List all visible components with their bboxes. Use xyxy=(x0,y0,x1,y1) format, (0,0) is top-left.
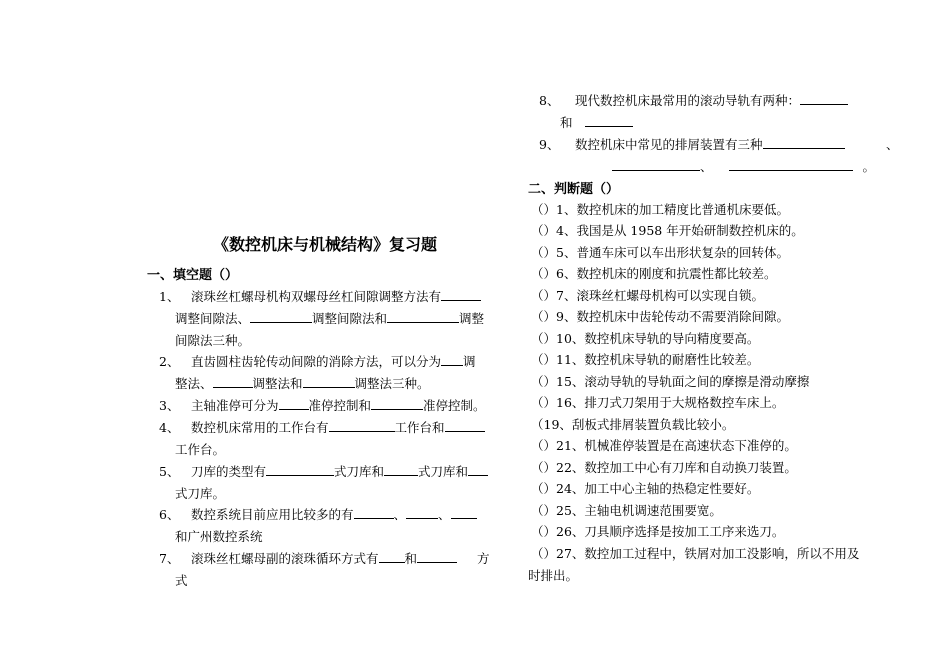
judge-item: （）21、机械准停装置是在高速状态下准停的。 xyxy=(531,438,797,453)
answer-blank xyxy=(329,419,395,432)
judge-item: （）24、加工中心主轴的热稳定性要好。 xyxy=(531,481,760,496)
answer-blank xyxy=(384,463,418,476)
judge-item: （）6、数控机床的刚度和抗震性都比较差。 xyxy=(531,266,777,281)
judge-item: （）4、我国是从 1958 年开始研制数控机床的。 xyxy=(531,223,804,238)
answer-blank xyxy=(417,550,457,563)
answer-blank xyxy=(379,550,405,563)
answer-blank xyxy=(729,158,853,171)
answer-blank xyxy=(612,158,700,171)
section-fill-blank-heading: 一、填空题（） xyxy=(147,268,239,283)
judge-item: （19、刮板式排屑装置负载比较小。 xyxy=(531,417,735,432)
answer-blank xyxy=(441,353,463,366)
answer-blank xyxy=(303,375,355,388)
answer-blank xyxy=(441,288,481,301)
answer-blank xyxy=(445,419,485,432)
judge-item-continuation: 时排出。 xyxy=(528,568,579,583)
judge-item: （）11、数控机床导轨的耐磨性比较差。 xyxy=(531,352,760,367)
judge-item: （）25、主轴电机调速范围要宽。 xyxy=(531,503,722,518)
document-title: 《数控机床与机械结构》复习题 xyxy=(212,235,437,254)
answer-blank xyxy=(763,136,845,149)
answer-blank xyxy=(451,506,477,519)
answer-blank xyxy=(468,463,488,476)
answer-blank xyxy=(250,310,312,323)
judge-item: （）15、滚动导轨的导轨面之间的摩擦是滑动摩擦 xyxy=(531,374,810,389)
section-true-false-heading: 二、判断题（） xyxy=(528,182,620,197)
judge-item: （）26、刀具顺序选择是按加工工序来选刀。 xyxy=(531,524,785,539)
answer-blank xyxy=(279,397,309,410)
judge-item: （）9、数控机床中齿轮传动不需要消除间隙。 xyxy=(531,309,789,324)
answer-blank xyxy=(800,92,848,105)
judge-item: （）16、排刀式刀架用于大规格数控车床上。 xyxy=(531,395,785,410)
judge-item: （）7、滚珠丝杠螺母机构可以实现自锁。 xyxy=(531,288,764,303)
judge-item: （）1、数控机床的加工精度比普通机床要低。 xyxy=(531,202,789,217)
answer-blank xyxy=(354,506,394,519)
judge-item: （）10、数控机床导轨的导向精度要高。 xyxy=(531,331,760,346)
answer-blank xyxy=(585,114,633,127)
answer-blank xyxy=(371,397,423,410)
answer-blank xyxy=(406,506,438,519)
answer-blank xyxy=(266,463,334,476)
judge-item: （）22、数控加工中心有刀库和自动换刀装置。 xyxy=(531,460,797,475)
answer-blank xyxy=(213,375,253,388)
document-page: 《数控机床与机械结构》复习题 一、填空题（） 1、 滚珠丝杠螺母机构双螺母丝杠间隙调整方法有 调整间隙法、 调整间隙法和 调整 间隙法三种。 2、 直齿圆柱齿轮传动间隙的消除方法，可以分为 调 整法、 调整法和 调整法三种。 3、 主轴准停可分为 准停控制和 准停控制。 4、 数控机床常用的工作台有 工作台和 工作台。 5、 刀库的类型有 式刀库和 式刀库和 式刀库。 6、 数控系统目前应用比较多的有 、 、 和广州数控系统 7、 滚珠丝杠螺母副的滚珠循环方式有 和 方 式 8、 现代数控机床最常用的滚动导轨有两种： 和 9、 数控机床中常见的排屑装置有三种 、 、 。 二、判断题（） （）1、数控机床的加工精度比普通机床要低。 （）4、我国是从 1958 年开始研制数控机床的。 （）5、普通车床可以车出形状复杂的回转体。 （）6、数控机床的刚度和抗震性都比较差。 （）7、滚珠丝杠螺母机构可以实现自锁。 （）9、数控机床中齿轮传动不需要消除间隙。 （）10、数控机床导轨的导向精度要高。 （）11、数控机床导轨的耐磨性比较差。 （）15、滚动导轨的导轨面之间的摩擦是滑动摩擦 （）16、排刀式刀架用于大规格数控车床上。 （19、刮板式排屑装置负载比较小。 （）21、机械准停装置是在高速状态下准停的。 （）22、数控加工中心有刀库和自动换刀装置。 （）24、加工中心主轴的热稳定性要好。 （）25、主轴电机调速范围要宽。 （）26、刀具顺序选择是按加工工序来选刀。 （）27、数控加工过程中，铁屑对加工没影响，所以不用及 时排出。 xyxy=(147,93,899,588)
judge-item: （）5、普通车床可以车出形状复杂的回转体。 xyxy=(531,245,789,260)
judge-item: （）27、数控加工过程中，铁屑对加工没影响，所以不用及 xyxy=(531,546,860,561)
answer-blank xyxy=(387,310,459,323)
